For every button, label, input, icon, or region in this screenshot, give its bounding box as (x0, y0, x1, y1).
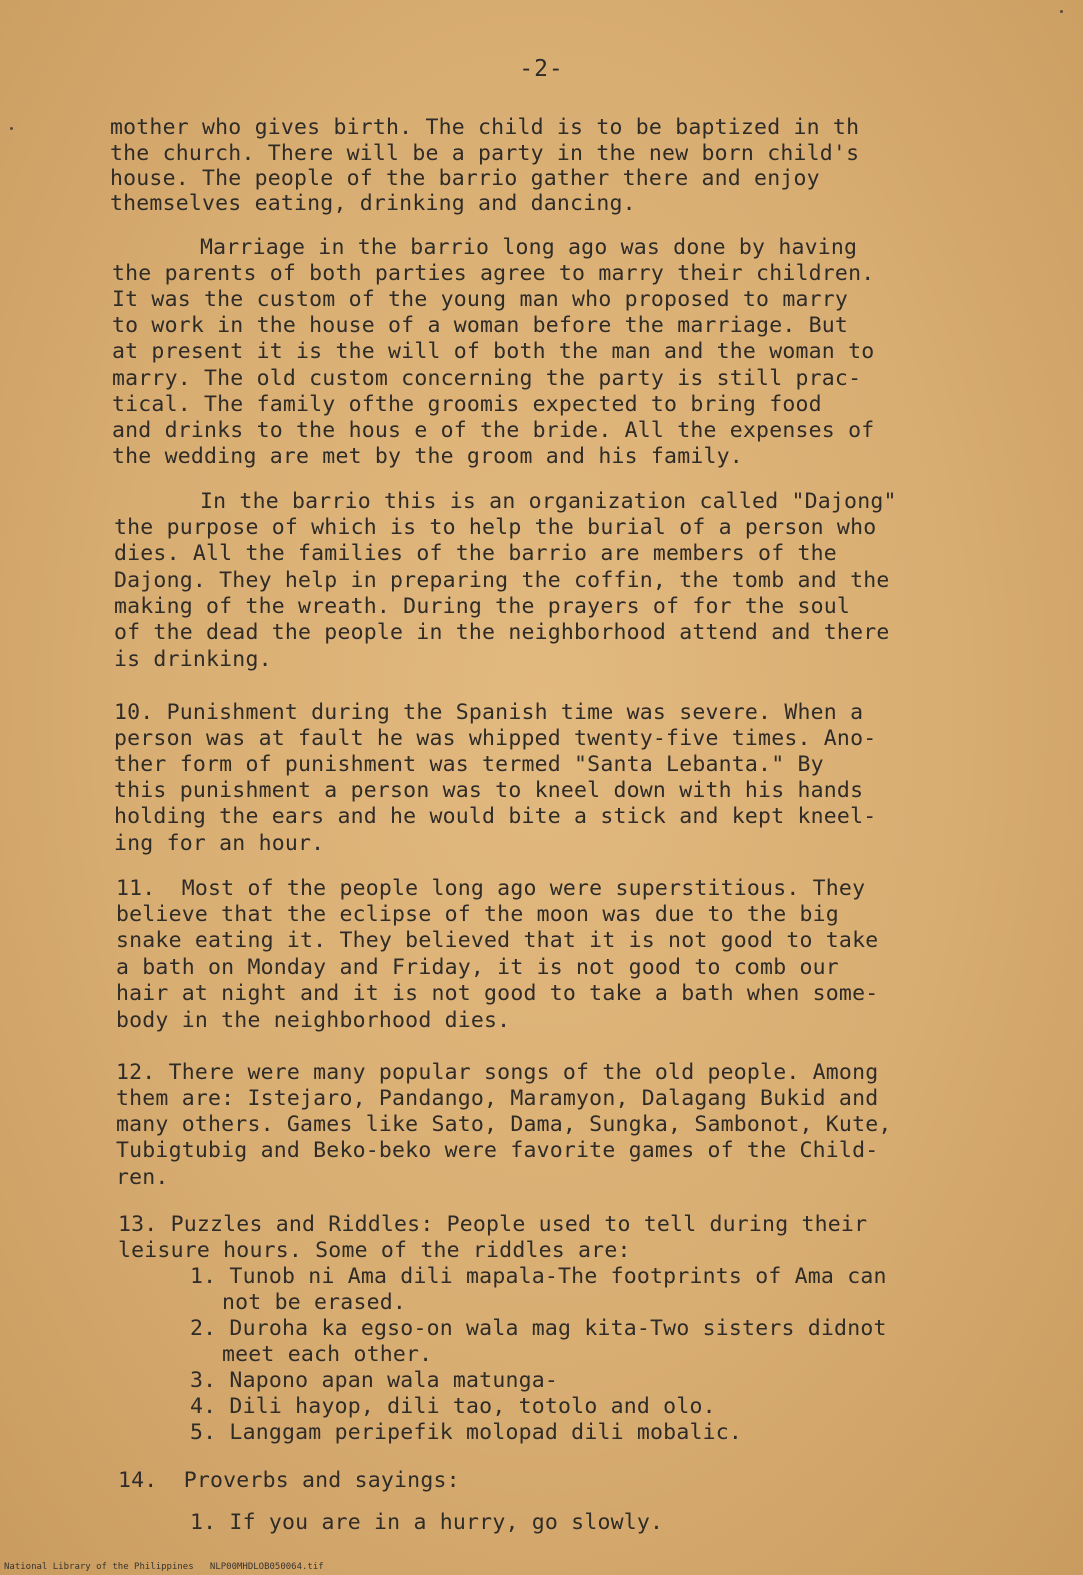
text-line: believe that the eclipse of the moon was due to the big (116, 902, 839, 927)
text-line: hair at night and it is not good to take a bath when some- (116, 981, 879, 1006)
text-line: It was the custom of the young man who proposed to marry (112, 287, 849, 312)
text-line: mother who gives birth. The child is to be baptized in th (110, 115, 860, 140)
text-line: many others. Games like Sato, Dama, Sungka, Sambonot, Kute, (116, 1112, 892, 1137)
text-line: marry. The old custom concerning the party is still prac- (112, 366, 862, 391)
text-line: at present it is the will of both the man and the woman to (112, 339, 875, 364)
text-line: is drinking. (114, 647, 272, 672)
text-line: Marriage in the barrio long ago was done by having (200, 235, 858, 260)
text-line: 10. Punishment during the Spanish time was severe. When a (114, 700, 864, 725)
text-line: dies. All the families of the barrio are members of the (114, 541, 837, 566)
text-line: the church. There will be a party in the new born child's (110, 141, 860, 166)
text-line: Dajong. They help in preparing the coffin, the tomb and the (114, 568, 890, 593)
text-line: 12. There were many popular songs of the old people. Among (116, 1060, 879, 1085)
riddle-item: 5. Langgam peripefik molopad dili mobalic. (190, 1420, 743, 1445)
text-line: this punishment a person was to kneel down with his hands (114, 778, 864, 803)
text-line: Tubigtubig and Beko-beko were favorite games of the Child- (116, 1138, 879, 1163)
text-line: tical. The family ofthe groomis expected to bring food (112, 392, 822, 417)
paper-speck (10, 127, 13, 130)
proverb-item: 1. If you are in a hurry, go slowly. (190, 1510, 664, 1535)
text-line: the purpose of which is to help the burial of a person who (114, 515, 877, 540)
riddle-item: 4. Dili hayop, dili tao, totolo and olo. (190, 1394, 716, 1419)
text-line: body in the neighborhood dies. (116, 1008, 511, 1033)
text-line: the parents of both parties agree to marry their children. (112, 261, 875, 286)
text-line: them are: Istejaro, Pandango, Maramyon, Dalagang Bukid and (116, 1086, 879, 1111)
text-line: ing for an hour. (114, 831, 325, 856)
text-line: 11. Most of the people long ago were superstitious. They (116, 876, 866, 901)
riddle-item: 2. Duroha ka egso-on wala mag kita-Two sisters didnot (190, 1316, 887, 1341)
text-line: ther form of punishment was termed "Santa Lebanta." By (114, 752, 824, 777)
text-line: of the dead the people in the neighborhood attend and there (114, 620, 890, 645)
paper-speck (1060, 10, 1063, 13)
text-line: 13. Puzzles and Riddles: People used to tell during their (118, 1212, 868, 1237)
scan-footer: National Library of the Philippines NLP00MHDLOB050064.tif (4, 1562, 324, 1572)
text-line: not be erased. (222, 1290, 407, 1315)
text-line: 14. Proverbs and sayings: (118, 1468, 460, 1493)
text-line: ren. (116, 1165, 169, 1190)
text-line: themselves eating, drinking and dancing. (110, 191, 636, 216)
text-line: holding the ears and he would bite a stick and kept kneel- (114, 804, 877, 829)
text-line: meet each other. (222, 1342, 433, 1367)
text-line: In the barrio this is an organization called "Dajong" (200, 489, 897, 514)
text-line: to work in the house of a woman before the marriage. But (112, 313, 849, 338)
text-line: leisure hours. Some of the riddles are: (118, 1238, 631, 1263)
text-line: making of the wreath. During the prayers of for the soul (114, 594, 851, 619)
text-line: snake eating it. They believed that it is not good to take (116, 928, 879, 953)
text-line: a bath on Monday and Friday, it is not good to comb our (116, 955, 839, 980)
text-line: person was at fault he was whipped twenty-five times. Ano- (114, 726, 877, 751)
text-line: house. The people of the barrio gather there and enjoy (110, 166, 820, 191)
riddle-item: 3. Napono apan wala matunga- (190, 1368, 559, 1393)
text-line: and drinks to the hous e of the bride. All the expenses of (112, 418, 875, 443)
page-number: -2- (519, 56, 564, 82)
riddle-item: 1. Tunob ni Ama dili mapala-The footprints of Ama can (190, 1264, 887, 1289)
text-line: the wedding are met by the groom and his family. (112, 444, 743, 469)
